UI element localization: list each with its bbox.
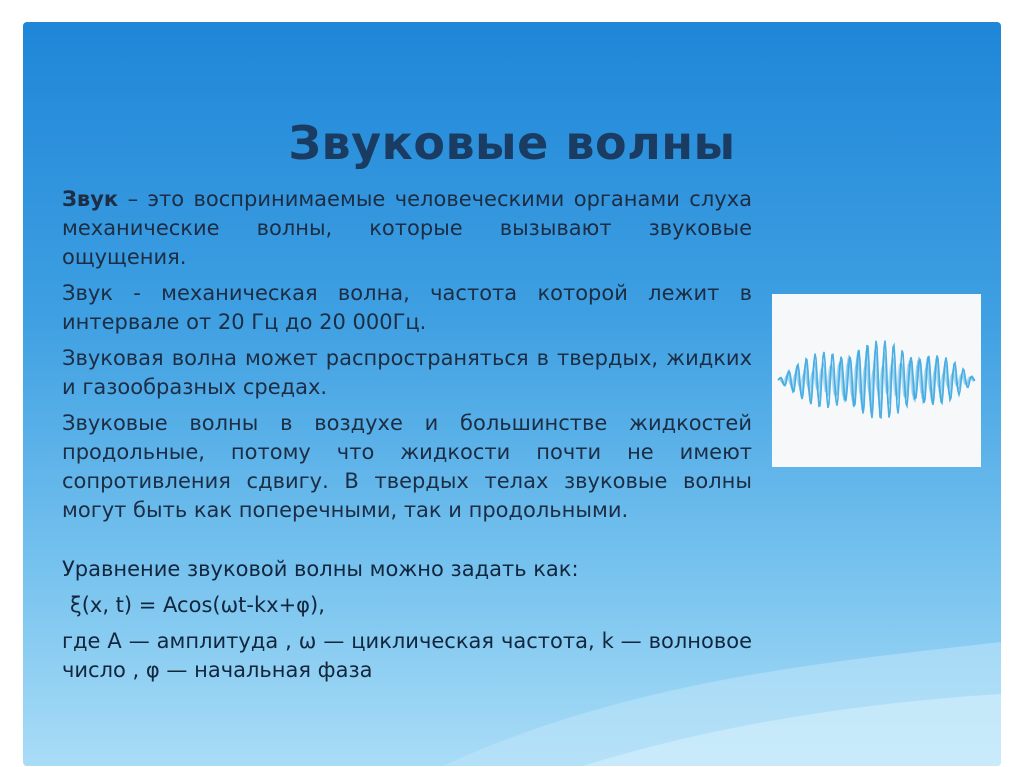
equation-legend: где A — амплитуда , ω — циклическая частота, k — волновое число , φ — начальная фаза (62, 629, 752, 682)
equation-formula: ξ(x, t) = Acos(ωt-kx+φ), (70, 593, 325, 617)
paragraph-definition (62, 185, 752, 272)
paragraph-media: Звуковая волна может распространяться в твердых, жидких и газообразных средах. (62, 346, 752, 399)
paragraph-frequency: Звук - механическая волна, частота которой лежит в интервале от 20 Гц до 20 000Гц. (62, 281, 752, 334)
paragraph-longitudinal: Звуковые волны в воздухе и большинстве жидкостей продольные, потому что жидкости почти не имеют сопротивления сдвигу. В твердых телах звуковые волны могут быть как поперечными, так и продольными. (62, 411, 752, 522)
sound-wave-image (772, 294, 981, 467)
slide (23, 22, 1001, 766)
sound-wave-icon (772, 294, 981, 467)
term-sound: Звук (62, 187, 119, 211)
definition-text: – это воспринимаемые человеческими органами слуха механические волны, которые вызывают звуковые ощущения. (62, 187, 752, 269)
equation-intro: Уравнение звуковой волны можно задать как: (62, 557, 579, 581)
slide-title: Звуковые волны (288, 116, 736, 170)
slide-body (62, 185, 752, 685)
